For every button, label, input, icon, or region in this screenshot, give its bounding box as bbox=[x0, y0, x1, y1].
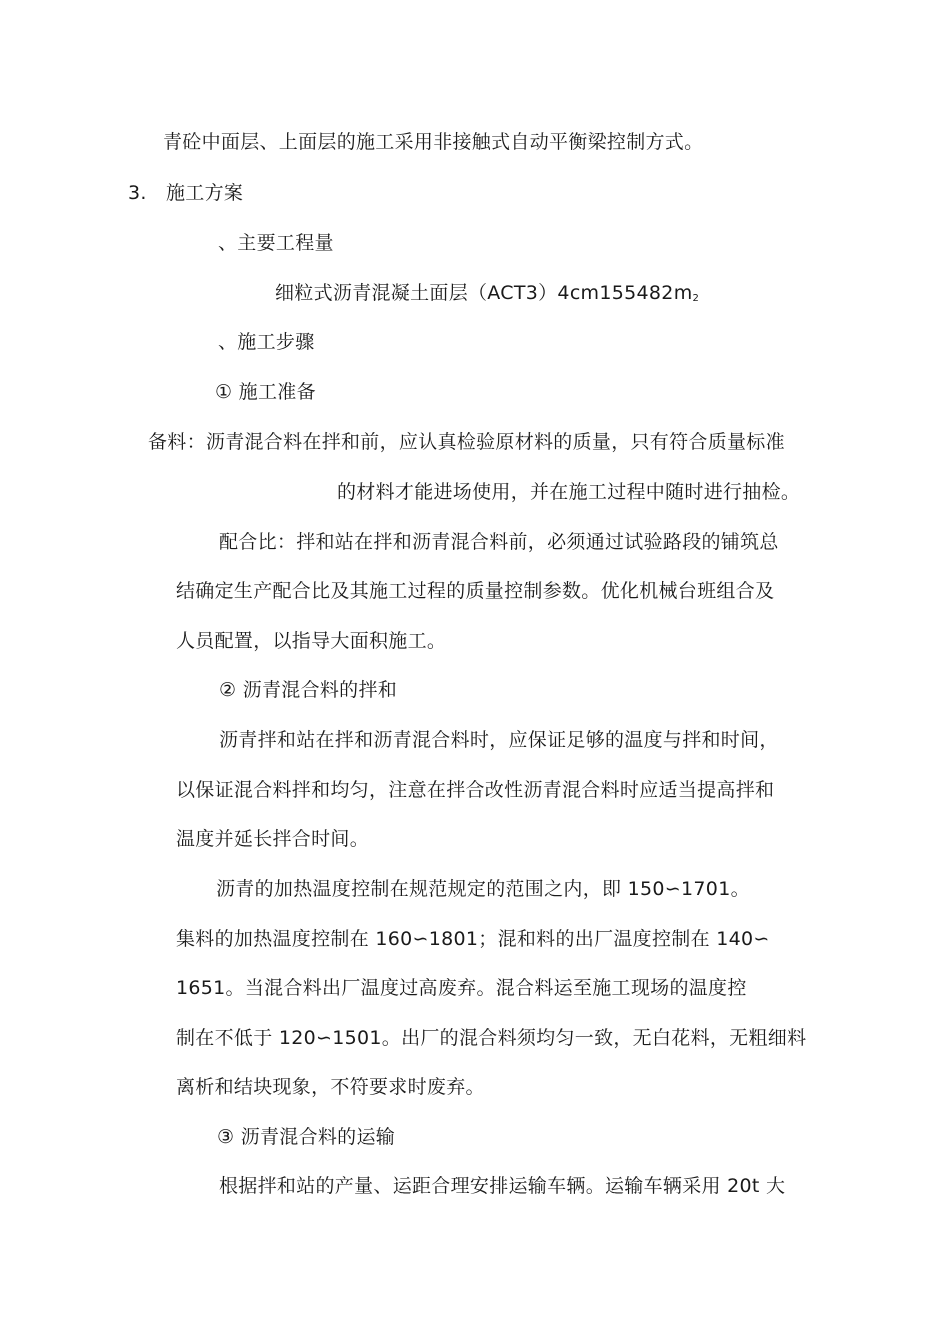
heading-main-quantity: 、主要工程量 bbox=[218, 232, 334, 254]
paragraph-beiliao-line2: 的材料才能进场使用，并在施工过程中随时进行抽检。 bbox=[337, 481, 801, 503]
step1-title: ① 施工准备 bbox=[215, 381, 316, 403]
step3-title: ③ 沥青混合料的运输 bbox=[217, 1126, 396, 1148]
paragraph-beiliao-line1: 备料：沥青混合料在拌和前，应认真检验原材料的质量，只有符合质量标准 bbox=[148, 431, 785, 453]
paragraph-temp-line4: 制在不低于 120∽1501。出厂的混合料须均匀一致，无白花料，无粗细料 bbox=[176, 1027, 807, 1049]
paragraph-peihebi-line2: 结确定生产配合比及其施工过程的质量控制参数。优化机械台班组合及 bbox=[176, 580, 775, 602]
quantity-text: 细粒式沥青混凝土面层（ACT3）4cm155482m bbox=[275, 282, 693, 304]
section-title: 施工方案 bbox=[166, 182, 244, 204]
section-number: 3. bbox=[128, 182, 147, 204]
paragraph-banhe-line2: 以保证混合料拌和均匀，注意在拌合改性沥青混合料时应适当提高拌和 bbox=[176, 779, 775, 801]
heading-steps: 、施工步骤 bbox=[218, 331, 315, 353]
paragraph-temp-line1: 沥青的加热温度控制在规范规定的范围之内，即 150∽1701。 bbox=[216, 878, 750, 900]
quantity-unit-subscript: 2 bbox=[692, 293, 699, 304]
paragraph-banhe-line1: 沥青拌和站在拌和沥青混合料时，应保证足够的温度与拌和时间， bbox=[219, 729, 779, 751]
paragraph-temp-line5: 离析和结块现象，不符要求时废弃。 bbox=[176, 1076, 485, 1098]
step2-title: ② 沥青混合料的拌和 bbox=[219, 679, 398, 701]
paragraph-temp-line2: 集料的加热温度控制在 160∽1801；混和料的出厂温度控制在 140∽ bbox=[176, 928, 770, 950]
paragraph-banhe-line3: 温度并延长拌合时间。 bbox=[176, 828, 370, 850]
paragraph-temp-line3: 1651。当混合料出厂温度过高废弃。混合料运至施工现场的温度控 bbox=[176, 977, 747, 999]
paragraph-yunshu-line1: 根据拌和站的产量、运距合理安排运输车辆。运输车辆采用 20t 大 bbox=[219, 1175, 786, 1197]
paragraph-peihebi-line3: 人员配置，以指导大面积施工。 bbox=[176, 630, 447, 652]
quantity-line bbox=[275, 280, 699, 312]
intro-line: 青砼中面层、上面层的施工采用非接触式自动平衡梁控制方式。 bbox=[163, 131, 704, 153]
paragraph-peihebi-line1: 配合比：拌和站在拌和沥青混合料前，必须通过试验路段的铺筑总 bbox=[219, 531, 779, 553]
